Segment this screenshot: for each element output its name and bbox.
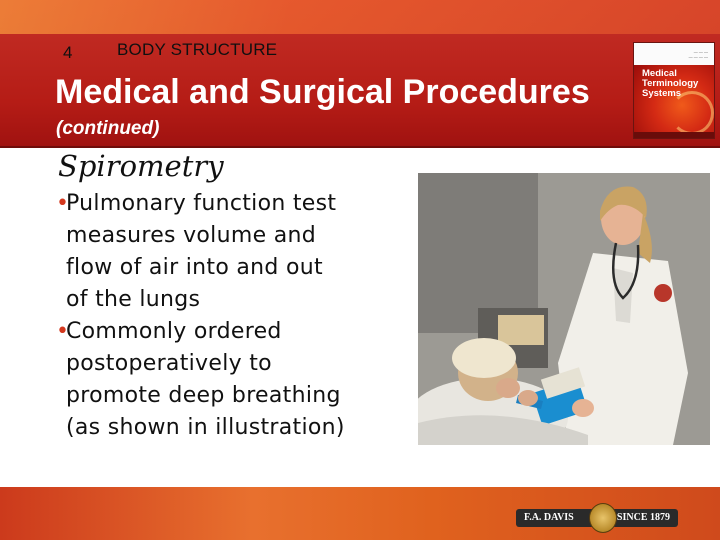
bullet-list <box>56 188 396 444</box>
section-heading: Spirometry <box>58 149 224 183</box>
bullet-line: Commonly ordered <box>66 319 282 344</box>
bullet-dot-icon: • <box>56 319 70 344</box>
book-cover-title <box>642 69 698 99</box>
chapter-title: BODY STRUCTURE <box>117 40 278 59</box>
bullet-line: promote deep breathing <box>66 383 341 408</box>
bullet-line: flow of air into and out <box>66 255 323 280</box>
footer-band <box>0 487 720 540</box>
book-cover-small-text: — — — — — — — <box>688 49 708 59</box>
chapter-number: 4 <box>63 43 73 62</box>
bullet-item <box>56 316 396 444</box>
bullet-item <box>56 188 396 316</box>
book-cover-top <box>634 43 714 65</box>
bullet-line: postoperatively to <box>66 351 272 376</box>
spirometry-illustration <box>418 173 710 445</box>
bullet-line: of the lungs <box>66 287 201 312</box>
page-number: 43 <box>664 472 680 488</box>
publisher-seal-icon <box>589 503 617 533</box>
book-title-line: Systems <box>642 88 682 99</box>
spirometry-photo <box>418 173 710 445</box>
bullet-line: Pulmonary function test <box>66 191 337 216</box>
slide-title: Medical and Surgical Procedures <box>55 73 590 111</box>
publisher-name: F.A. DAVIS <box>524 512 574 523</box>
book-cover-strip <box>634 132 714 138</box>
book-cover-image <box>633 42 715 139</box>
bullet-line: measures volume and <box>66 223 316 248</box>
bullet-dot-icon: • <box>56 191 70 216</box>
publisher-logo <box>516 509 678 527</box>
bullet-line: (as shown in illustration) <box>66 415 345 440</box>
slide-subtitle: (continued) <box>56 118 160 139</box>
book-title-line: Medical <box>642 68 677 79</box>
book-title-line: Terminology <box>642 78 699 89</box>
publisher-since: SINCE 1879 <box>616 512 670 523</box>
header-divider <box>0 146 720 148</box>
